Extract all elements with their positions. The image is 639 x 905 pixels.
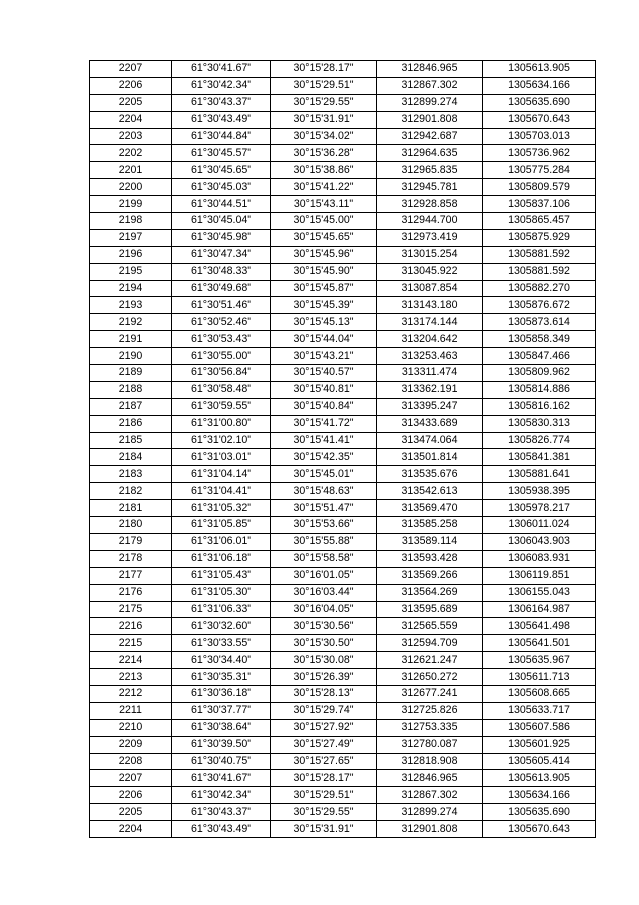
table-row	[90, 567, 596, 584]
longitude-cell: 30°15'40.57"	[271, 365, 377, 382]
point-number-cell: 2204	[90, 111, 172, 128]
longitude-cell: 30°15'40.81"	[271, 381, 377, 398]
table-row	[90, 719, 596, 736]
table-row	[90, 381, 596, 398]
table-row	[90, 77, 596, 94]
latitude-cell: 61°30'40.75"	[172, 753, 271, 770]
x-coordinate-cell: 312901.808	[377, 111, 483, 128]
x-coordinate-cell: 313395.247	[377, 398, 483, 415]
latitude-cell: 61°30'45.57"	[172, 145, 271, 162]
y-coordinate-cell: 1305837.106	[483, 196, 596, 213]
table-row	[90, 94, 596, 111]
y-coordinate-cell: 1305635.967	[483, 652, 596, 669]
latitude-cell: 61°30'58.48"	[172, 381, 271, 398]
longitude-cell: 30°16'04.05"	[271, 601, 377, 618]
table-row	[90, 331, 596, 348]
longitude-cell: 30°15'58.58"	[271, 550, 377, 567]
table-row	[90, 787, 596, 804]
longitude-cell: 30°15'43.11"	[271, 196, 377, 213]
latitude-cell: 61°30'43.49"	[172, 111, 271, 128]
x-coordinate-cell: 313311.474	[377, 365, 483, 382]
point-number-cell: 2184	[90, 449, 172, 466]
longitude-cell: 30°15'28.17"	[271, 770, 377, 787]
longitude-cell: 30°15'30.56"	[271, 618, 377, 635]
point-number-cell: 2198	[90, 213, 172, 230]
point-number-cell: 2205	[90, 94, 172, 111]
y-coordinate-cell: 1306011.024	[483, 517, 596, 534]
y-coordinate-cell: 1305670.643	[483, 821, 596, 838]
table-row	[90, 348, 596, 365]
table-row	[90, 213, 596, 230]
point-number-cell: 2201	[90, 162, 172, 179]
table-row	[90, 415, 596, 432]
coordinates-table	[89, 60, 596, 838]
y-coordinate-cell: 1305633.717	[483, 702, 596, 719]
point-number-cell: 2197	[90, 229, 172, 246]
point-number-cell: 2178	[90, 550, 172, 567]
y-coordinate-cell: 1305847.466	[483, 348, 596, 365]
longitude-cell: 30°15'45.96"	[271, 246, 377, 263]
longitude-cell: 30°15'45.01"	[271, 466, 377, 483]
table-row	[90, 263, 596, 280]
point-number-cell: 2210	[90, 719, 172, 736]
table-row	[90, 61, 596, 78]
y-coordinate-cell: 1305814.886	[483, 381, 596, 398]
longitude-cell: 30°15'45.65"	[271, 229, 377, 246]
x-coordinate-cell: 312944.700	[377, 213, 483, 230]
point-number-cell: 2179	[90, 533, 172, 550]
table-row	[90, 821, 596, 838]
y-coordinate-cell: 1305882.270	[483, 280, 596, 297]
longitude-cell: 30°15'42.35"	[271, 449, 377, 466]
x-coordinate-cell: 313569.266	[377, 567, 483, 584]
latitude-cell: 61°31'05.85"	[172, 517, 271, 534]
y-coordinate-cell: 1305613.905	[483, 61, 596, 78]
point-number-cell: 2186	[90, 415, 172, 432]
point-number-cell: 2183	[90, 466, 172, 483]
table-row	[90, 736, 596, 753]
longitude-cell: 30°15'48.63"	[271, 483, 377, 500]
table-row	[90, 196, 596, 213]
table-row	[90, 500, 596, 517]
y-coordinate-cell: 1306155.043	[483, 584, 596, 601]
latitude-cell: 61°30'34.40"	[172, 652, 271, 669]
x-coordinate-cell: 313362.191	[377, 381, 483, 398]
table-row	[90, 770, 596, 787]
longitude-cell: 30°15'31.91"	[271, 111, 377, 128]
latitude-cell: 61°31'05.32"	[172, 500, 271, 517]
x-coordinate-cell: 312964.635	[377, 145, 483, 162]
longitude-cell: 30°15'31.91"	[271, 821, 377, 838]
latitude-cell: 61°30'43.37"	[172, 804, 271, 821]
point-number-cell: 2189	[90, 365, 172, 382]
table-row	[90, 449, 596, 466]
table-row	[90, 702, 596, 719]
x-coordinate-cell: 312965.835	[377, 162, 483, 179]
table-row	[90, 314, 596, 331]
x-coordinate-cell: 313542.613	[377, 483, 483, 500]
point-number-cell: 2192	[90, 314, 172, 331]
x-coordinate-cell: 313589.114	[377, 533, 483, 550]
point-number-cell: 2212	[90, 685, 172, 702]
longitude-cell: 30°15'38.86"	[271, 162, 377, 179]
x-coordinate-cell: 313585.258	[377, 517, 483, 534]
latitude-cell: 61°30'43.49"	[172, 821, 271, 838]
latitude-cell: 61°31'06.33"	[172, 601, 271, 618]
table-row	[90, 246, 596, 263]
y-coordinate-cell: 1305881.592	[483, 246, 596, 263]
table-row	[90, 483, 596, 500]
table-row	[90, 128, 596, 145]
latitude-cell: 61°30'49.68"	[172, 280, 271, 297]
y-coordinate-cell: 1305607.586	[483, 719, 596, 736]
latitude-cell: 61°30'51.46"	[172, 297, 271, 314]
table-row	[90, 466, 596, 483]
point-number-cell: 2200	[90, 179, 172, 196]
y-coordinate-cell: 1305670.643	[483, 111, 596, 128]
point-number-cell: 2180	[90, 517, 172, 534]
table-row	[90, 179, 596, 196]
latitude-cell: 61°31'04.41"	[172, 483, 271, 500]
y-coordinate-cell: 1305635.690	[483, 94, 596, 111]
point-number-cell: 2206	[90, 787, 172, 804]
longitude-cell: 30°15'29.74"	[271, 702, 377, 719]
table-row	[90, 145, 596, 162]
latitude-cell: 61°31'00.80"	[172, 415, 271, 432]
latitude-cell: 61°31'03.01"	[172, 449, 271, 466]
longitude-cell: 30°15'45.39"	[271, 297, 377, 314]
y-coordinate-cell: 1305841.381	[483, 449, 596, 466]
longitude-cell: 30°15'43.21"	[271, 348, 377, 365]
x-coordinate-cell: 312942.687	[377, 128, 483, 145]
x-coordinate-cell: 313253.463	[377, 348, 483, 365]
table-row	[90, 162, 596, 179]
y-coordinate-cell: 1305978.217	[483, 500, 596, 517]
longitude-cell: 30°15'34.02"	[271, 128, 377, 145]
x-coordinate-cell: 313143.180	[377, 297, 483, 314]
latitude-cell: 61°31'06.01"	[172, 533, 271, 550]
y-coordinate-cell: 1305938.395	[483, 483, 596, 500]
table-row	[90, 652, 596, 669]
y-coordinate-cell: 1305601.925	[483, 736, 596, 753]
y-coordinate-cell: 1305873.614	[483, 314, 596, 331]
table-row	[90, 398, 596, 415]
y-coordinate-cell: 1305809.962	[483, 365, 596, 382]
x-coordinate-cell: 313501.814	[377, 449, 483, 466]
latitude-cell: 61°30'44.51"	[172, 196, 271, 213]
x-coordinate-cell: 312928.858	[377, 196, 483, 213]
x-coordinate-cell: 313045.922	[377, 263, 483, 280]
point-number-cell: 2216	[90, 618, 172, 635]
y-coordinate-cell: 1305865.457	[483, 213, 596, 230]
table-row	[90, 753, 596, 770]
latitude-cell: 61°30'35.31"	[172, 669, 271, 686]
latitude-cell: 61°30'42.34"	[172, 77, 271, 94]
y-coordinate-cell: 1305876.672	[483, 297, 596, 314]
latitude-cell: 61°30'45.65"	[172, 162, 271, 179]
x-coordinate-cell: 312650.272	[377, 669, 483, 686]
table-row	[90, 601, 596, 618]
latitude-cell: 61°30'53.43"	[172, 331, 271, 348]
longitude-cell: 30°15'27.49"	[271, 736, 377, 753]
longitude-cell: 30°15'29.51"	[271, 787, 377, 804]
x-coordinate-cell: 312867.302	[377, 77, 483, 94]
y-coordinate-cell: 1306083.931	[483, 550, 596, 567]
y-coordinate-cell: 1305881.641	[483, 466, 596, 483]
x-coordinate-cell: 313564.269	[377, 584, 483, 601]
y-coordinate-cell: 1305736.962	[483, 145, 596, 162]
latitude-cell: 61°31'02.10"	[172, 432, 271, 449]
x-coordinate-cell: 312818.908	[377, 753, 483, 770]
x-coordinate-cell: 313595.689	[377, 601, 483, 618]
y-coordinate-cell: 1305775.284	[483, 162, 596, 179]
latitude-cell: 61°30'45.04"	[172, 213, 271, 230]
longitude-cell: 30°15'28.17"	[271, 61, 377, 78]
longitude-cell: 30°15'27.65"	[271, 753, 377, 770]
point-number-cell: 2206	[90, 77, 172, 94]
point-number-cell: 2202	[90, 145, 172, 162]
table-row	[90, 635, 596, 652]
longitude-cell: 30°15'45.90"	[271, 263, 377, 280]
point-number-cell: 2203	[90, 128, 172, 145]
longitude-cell: 30°15'29.55"	[271, 94, 377, 111]
latitude-cell: 61°30'41.67"	[172, 61, 271, 78]
point-number-cell: 2209	[90, 736, 172, 753]
y-coordinate-cell: 1305641.498	[483, 618, 596, 635]
y-coordinate-cell: 1305635.690	[483, 804, 596, 821]
table-row	[90, 517, 596, 534]
point-number-cell: 2215	[90, 635, 172, 652]
x-coordinate-cell: 312565.559	[377, 618, 483, 635]
y-coordinate-cell: 1306164.987	[483, 601, 596, 618]
point-number-cell: 2195	[90, 263, 172, 280]
longitude-cell: 30°15'26.39"	[271, 669, 377, 686]
point-number-cell: 2191	[90, 331, 172, 348]
latitude-cell: 61°30'44.84"	[172, 128, 271, 145]
x-coordinate-cell: 312973.419	[377, 229, 483, 246]
table-row	[90, 804, 596, 821]
longitude-cell: 30°15'45.87"	[271, 280, 377, 297]
x-coordinate-cell: 312753.335	[377, 719, 483, 736]
longitude-cell: 30°15'44.04"	[271, 331, 377, 348]
x-coordinate-cell: 312899.274	[377, 804, 483, 821]
y-coordinate-cell: 1305881.592	[483, 263, 596, 280]
longitude-cell: 30°15'41.41"	[271, 432, 377, 449]
point-number-cell: 2187	[90, 398, 172, 415]
latitude-cell: 61°30'38.64"	[172, 719, 271, 736]
latitude-cell: 61°30'42.34"	[172, 787, 271, 804]
latitude-cell: 61°30'32.60"	[172, 618, 271, 635]
latitude-cell: 61°30'45.03"	[172, 179, 271, 196]
table-row	[90, 297, 596, 314]
x-coordinate-cell: 312846.965	[377, 61, 483, 78]
point-number-cell: 2199	[90, 196, 172, 213]
longitude-cell: 30°15'51.47"	[271, 500, 377, 517]
point-number-cell: 2175	[90, 601, 172, 618]
table-row	[90, 229, 596, 246]
y-coordinate-cell: 1305703.013	[483, 128, 596, 145]
point-number-cell: 2208	[90, 753, 172, 770]
x-coordinate-cell: 312780.087	[377, 736, 483, 753]
x-coordinate-cell: 312846.965	[377, 770, 483, 787]
x-coordinate-cell: 312899.274	[377, 94, 483, 111]
y-coordinate-cell: 1306043.903	[483, 533, 596, 550]
table-row	[90, 280, 596, 297]
point-number-cell: 2207	[90, 770, 172, 787]
latitude-cell: 61°30'56.84"	[172, 365, 271, 382]
longitude-cell: 30°15'28.13"	[271, 685, 377, 702]
y-coordinate-cell: 1305634.166	[483, 77, 596, 94]
y-coordinate-cell: 1305611.713	[483, 669, 596, 686]
y-coordinate-cell: 1305608.665	[483, 685, 596, 702]
y-coordinate-cell: 1305858.349	[483, 331, 596, 348]
longitude-cell: 30°15'36.28"	[271, 145, 377, 162]
latitude-cell: 61°30'36.18"	[172, 685, 271, 702]
coordinates-table-body	[90, 61, 596, 838]
y-coordinate-cell: 1305809.579	[483, 179, 596, 196]
latitude-cell: 61°30'41.67"	[172, 770, 271, 787]
point-number-cell: 2207	[90, 61, 172, 78]
y-coordinate-cell: 1305826.774	[483, 432, 596, 449]
latitude-cell: 61°30'45.98"	[172, 229, 271, 246]
table-row	[90, 584, 596, 601]
y-coordinate-cell: 1305641.501	[483, 635, 596, 652]
longitude-cell: 30°16'01.05"	[271, 567, 377, 584]
latitude-cell: 61°31'04.14"	[172, 466, 271, 483]
longitude-cell: 30°16'03.44"	[271, 584, 377, 601]
longitude-cell: 30°15'29.55"	[271, 804, 377, 821]
point-number-cell: 2177	[90, 567, 172, 584]
x-coordinate-cell: 312725.826	[377, 702, 483, 719]
point-number-cell: 2204	[90, 821, 172, 838]
y-coordinate-cell: 1305830.313	[483, 415, 596, 432]
x-coordinate-cell: 313569.470	[377, 500, 483, 517]
x-coordinate-cell: 312677.241	[377, 685, 483, 702]
latitude-cell: 61°31'05.30"	[172, 584, 271, 601]
point-number-cell: 2185	[90, 432, 172, 449]
x-coordinate-cell: 313433.689	[377, 415, 483, 432]
y-coordinate-cell: 1305605.414	[483, 753, 596, 770]
x-coordinate-cell: 313087.854	[377, 280, 483, 297]
table-row	[90, 669, 596, 686]
x-coordinate-cell: 313174.144	[377, 314, 483, 331]
latitude-cell: 61°30'43.37"	[172, 94, 271, 111]
x-coordinate-cell: 312594.709	[377, 635, 483, 652]
table-row	[90, 111, 596, 128]
x-coordinate-cell: 312901.808	[377, 821, 483, 838]
x-coordinate-cell: 312867.302	[377, 787, 483, 804]
latitude-cell: 61°30'37.77"	[172, 702, 271, 719]
table-row	[90, 618, 596, 635]
point-number-cell: 2188	[90, 381, 172, 398]
point-number-cell: 2205	[90, 804, 172, 821]
longitude-cell: 30°15'45.00"	[271, 213, 377, 230]
x-coordinate-cell: 312621.247	[377, 652, 483, 669]
x-coordinate-cell: 313204.642	[377, 331, 483, 348]
latitude-cell: 61°31'05.43"	[172, 567, 271, 584]
point-number-cell: 2214	[90, 652, 172, 669]
y-coordinate-cell: 1305816.162	[483, 398, 596, 415]
y-coordinate-cell: 1305634.166	[483, 787, 596, 804]
longitude-cell: 30°15'29.51"	[271, 77, 377, 94]
x-coordinate-cell: 313015.254	[377, 246, 483, 263]
point-number-cell: 2190	[90, 348, 172, 365]
point-number-cell: 2176	[90, 584, 172, 601]
point-number-cell: 2194	[90, 280, 172, 297]
latitude-cell: 61°30'59.55"	[172, 398, 271, 415]
x-coordinate-cell: 312945.781	[377, 179, 483, 196]
table-row	[90, 432, 596, 449]
y-coordinate-cell: 1305613.905	[483, 770, 596, 787]
longitude-cell: 30°15'27.92"	[271, 719, 377, 736]
longitude-cell: 30°15'45.13"	[271, 314, 377, 331]
point-number-cell: 2182	[90, 483, 172, 500]
longitude-cell: 30°15'41.22"	[271, 179, 377, 196]
longitude-cell: 30°15'55.88"	[271, 533, 377, 550]
point-number-cell: 2193	[90, 297, 172, 314]
latitude-cell: 61°30'48.33"	[172, 263, 271, 280]
table-row	[90, 365, 596, 382]
latitude-cell: 61°30'47.34"	[172, 246, 271, 263]
x-coordinate-cell: 313474.064	[377, 432, 483, 449]
latitude-cell: 61°30'33.55"	[172, 635, 271, 652]
point-number-cell: 2181	[90, 500, 172, 517]
latitude-cell: 61°30'55.00"	[172, 348, 271, 365]
latitude-cell: 61°30'39.50"	[172, 736, 271, 753]
longitude-cell: 30°15'53.66"	[271, 517, 377, 534]
latitude-cell: 61°30'52.46"	[172, 314, 271, 331]
x-coordinate-cell: 313593.428	[377, 550, 483, 567]
point-number-cell: 2196	[90, 246, 172, 263]
point-number-cell: 2211	[90, 702, 172, 719]
longitude-cell: 30°15'30.08"	[271, 652, 377, 669]
table-row	[90, 550, 596, 567]
longitude-cell: 30°15'40.84"	[271, 398, 377, 415]
y-coordinate-cell: 1305875.929	[483, 229, 596, 246]
longitude-cell: 30°15'41.72"	[271, 415, 377, 432]
longitude-cell: 30°15'30.50"	[271, 635, 377, 652]
table-row	[90, 685, 596, 702]
table-row	[90, 533, 596, 550]
latitude-cell: 61°31'06.18"	[172, 550, 271, 567]
point-number-cell: 2213	[90, 669, 172, 686]
x-coordinate-cell: 313535.676	[377, 466, 483, 483]
y-coordinate-cell: 1306119.851	[483, 567, 596, 584]
